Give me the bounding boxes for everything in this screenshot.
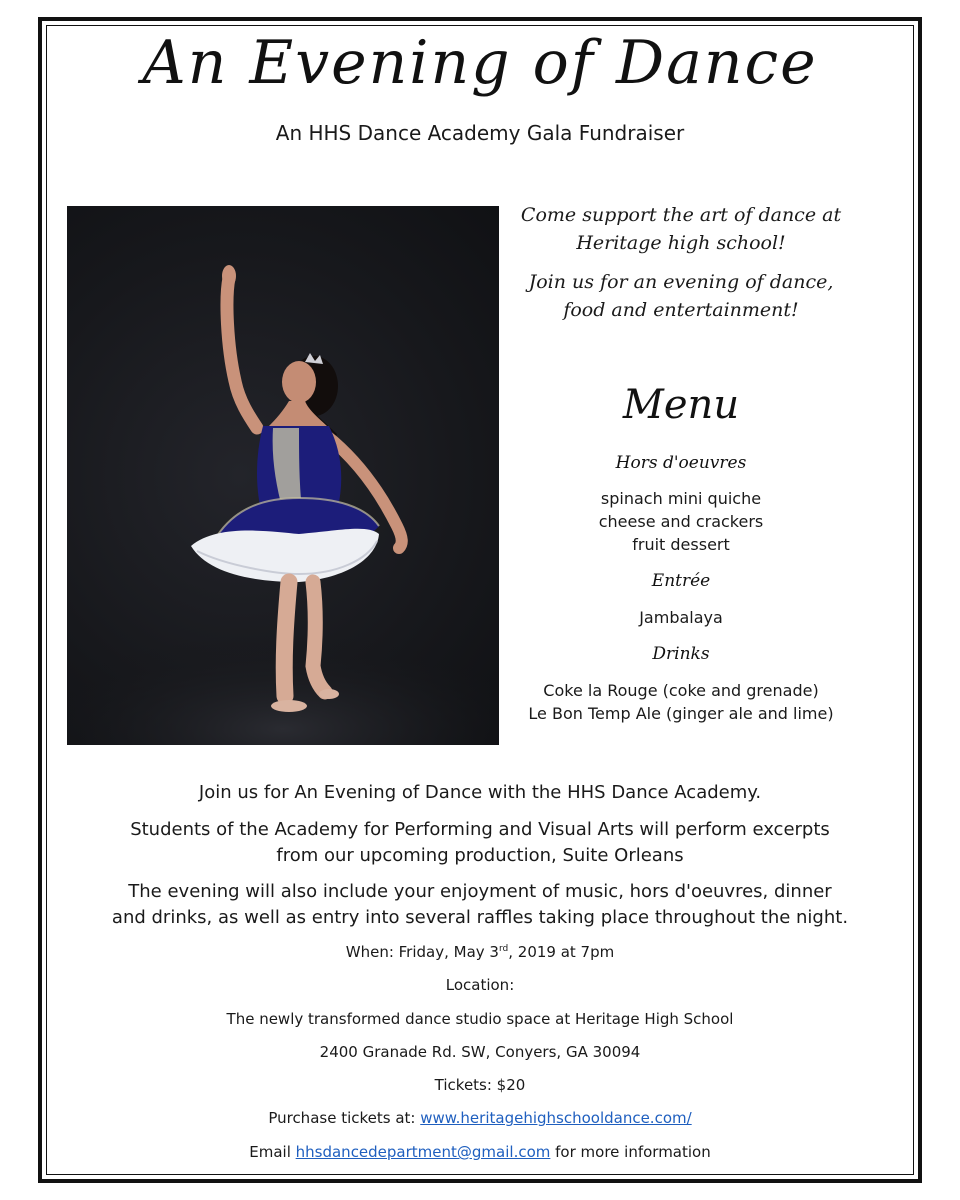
location-address: 2400 Granade Rd. SW, Conyers, GA 30094	[319, 1043, 641, 1061]
menu-list-entree	[506, 606, 856, 629]
ballerina-photo	[67, 206, 499, 745]
event-subtitle: An HHS Dance Academy Gala Fundraiser	[275, 121, 685, 145]
menu-item: fruit dessert	[632, 535, 730, 554]
ticket-price: Tickets: $20	[434, 1076, 526, 1094]
menu-heading-entree: Entrée	[651, 571, 711, 591]
menu-title: Menu	[622, 382, 740, 428]
paragraph-line: The evening will also include your enjoyment of music, hors d'oeuvres, dinner	[128, 881, 832, 902]
tagline-line: Heritage high school!	[576, 232, 786, 254]
date-ordinal: rd	[498, 944, 509, 954]
tagline-line: Come support the art of dance at	[520, 204, 842, 226]
paragraph-line: from our upcoming production, Suite Orleans	[276, 845, 684, 866]
purchase-link[interactable]: www.heritagehighschooldance.com/	[420, 1109, 692, 1127]
email-prefix: Email	[249, 1143, 296, 1161]
location-label: Location:	[445, 976, 515, 994]
purchase-line	[60, 1107, 900, 1129]
evening-paragraph	[60, 879, 900, 931]
date-text: When: Friday, May 3	[345, 943, 499, 961]
menu-list-drinks	[506, 679, 856, 725]
students-paragraph	[60, 817, 900, 869]
email-suffix: for more information	[550, 1143, 711, 1161]
tagline-support	[506, 201, 856, 257]
event-title: An Evening of Dance	[142, 28, 818, 98]
menu-item: spinach mini quiche	[600, 489, 762, 508]
tagline-line: food and entertainment!	[563, 299, 799, 321]
tagline-join	[506, 268, 856, 324]
paragraph-line: Students of the Academy for Performing and Visual Arts will perform excerpts	[130, 819, 830, 840]
menu-heading-hors-doeuvres: Hors d'oeuvres	[615, 453, 747, 473]
intro-paragraph: Join us for An Evening of Dance with the HHS Dance Academy.	[198, 782, 762, 803]
menu-item: Jambalaya	[639, 608, 723, 627]
menu-list-hors-doeuvres	[506, 487, 856, 556]
menu-item: cheese and crackers	[598, 512, 764, 531]
menu-heading-drinks: Drinks	[652, 644, 710, 664]
ballerina-illustration	[67, 206, 499, 745]
tagline-line: Join us for an evening of dance,	[528, 271, 834, 293]
email-link[interactable]: hhsdancedepartment@gmail.com	[295, 1143, 551, 1161]
menu-item: Le Bon Temp Ale (ginger ale and lime)	[528, 704, 834, 723]
purchase-label: Purchase tickets at:	[268, 1109, 421, 1127]
menu-item: Coke la Rouge (coke and grenade)	[543, 681, 819, 700]
event-date	[60, 941, 900, 963]
email-line	[60, 1141, 900, 1163]
location-venue: The newly transformed dance studio space at Heritage High School	[226, 1010, 734, 1028]
date-time: , 2019 at 7pm	[508, 943, 615, 961]
paragraph-line: and drinks, as well as entry into several raffles taking place throughout the night.	[111, 907, 849, 928]
